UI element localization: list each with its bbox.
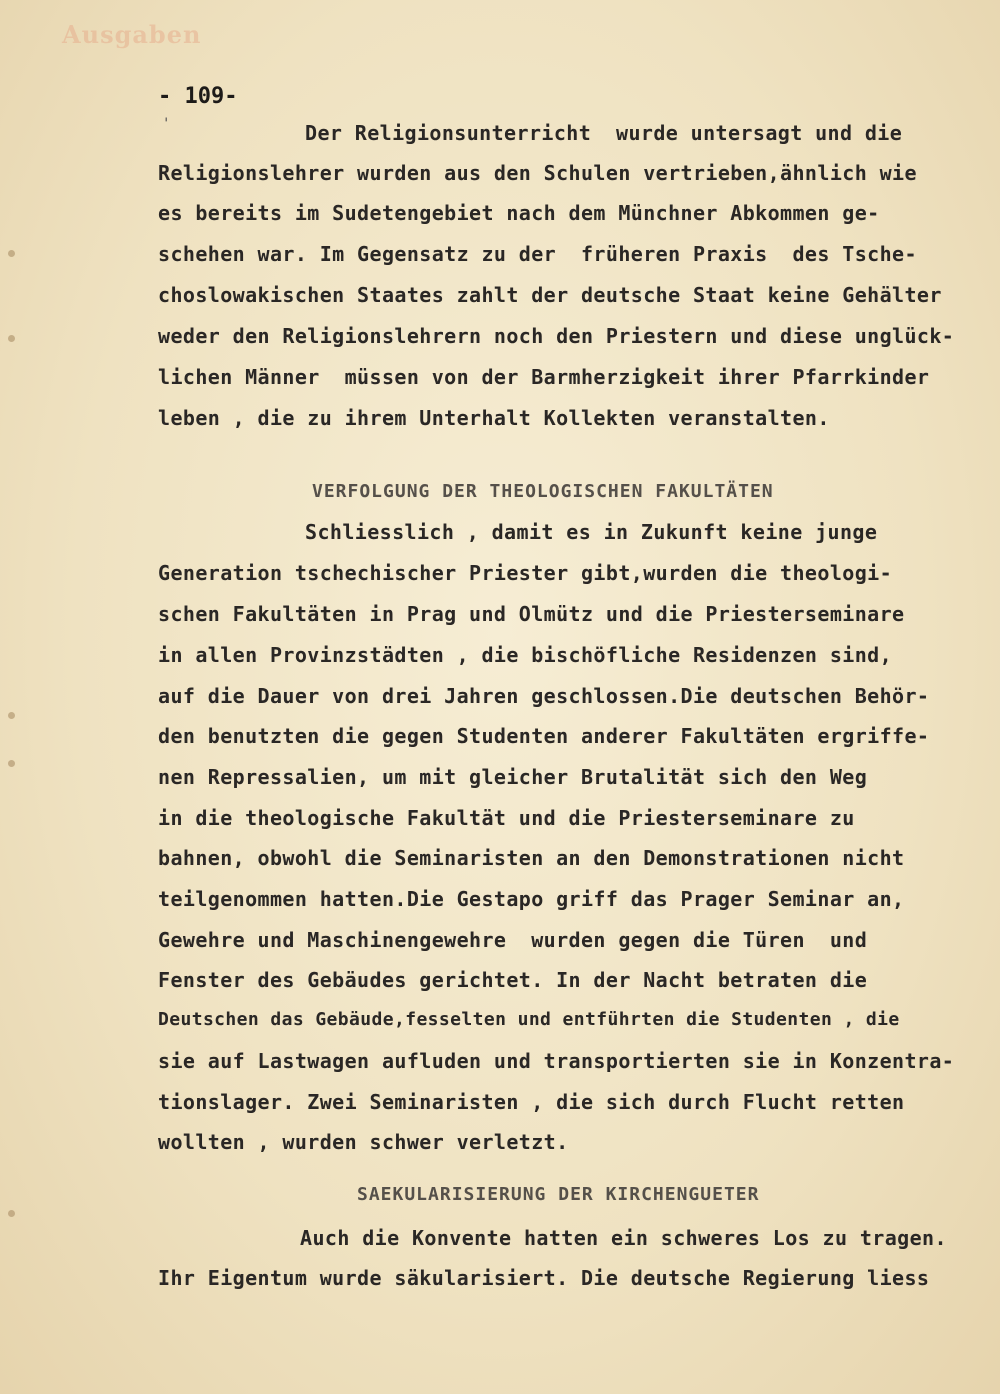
faded-stamp: Ausgaben bbox=[62, 20, 202, 49]
page-number: - 109- bbox=[158, 84, 238, 109]
text-line: nen Repressalien, um mit gleicher Brutalität sich den Weg bbox=[158, 765, 868, 789]
text-line: in allen Provinzstädten , die bischöfliche Residenzen sind, bbox=[158, 643, 893, 667]
section-heading: SAEKULARISIERUNG DER KIRCHENGUETER bbox=[357, 1184, 760, 1205]
text-line: Schliesslich , damit es in Zukunft keine junge bbox=[305, 520, 878, 544]
text-line: tionslager. Zwei Seminaristen , die sich durch Flucht retten bbox=[158, 1090, 905, 1114]
margin-mark: ' bbox=[162, 116, 171, 132]
text-line: teilgenommen hatten.Die Gestapo griff das Prager Seminar an, bbox=[158, 887, 905, 911]
text-line: leben , die zu ihrem Unterhalt Kollekten veranstalten. bbox=[158, 406, 830, 430]
text-line: bahnen, obwohl die Seminaristen an den Demonstrationen nicht bbox=[158, 846, 905, 870]
section-heading: VERFOLGUNG DER THEOLOGISCHEN FAKULTÄTEN bbox=[312, 481, 774, 502]
text-line: Religionslehrer wurden aus den Schulen vertrieben,ähnlich wie bbox=[158, 161, 917, 185]
text-line: sie auf Lastwagen aufluden und transportierten sie in Konzentra- bbox=[158, 1049, 955, 1073]
text-line: auf die Dauer von drei Jahren geschlossen.Die deutschen Behör- bbox=[158, 684, 930, 708]
text-line: in die theologische Fakultät und die Priesterseminare zu bbox=[158, 806, 855, 830]
text-line: lichen Männer müssen von der Barmherzigkeit ihrer Pfarrkinder bbox=[158, 365, 930, 389]
text-line: Der Religionsunterricht wurde untersagt und die bbox=[305, 121, 903, 145]
text-line: choslowakischen Staates zahlt der deutsche Staat keine Gehälter bbox=[158, 283, 942, 307]
text-line: Fenster des Gebäudes gerichtet. In der Nacht betraten die bbox=[158, 968, 868, 992]
text-line: Deutschen das Gebäude,fesselten und entführten die Studenten , die bbox=[158, 1009, 900, 1030]
text-line: wollten , wurden schwer verletzt. bbox=[158, 1130, 569, 1154]
text-line: Generation tschechischer Priester gibt,wurden die theologi- bbox=[158, 561, 893, 585]
text-line: schen Fakultäten in Prag und Olmütz und die Priesterseminare bbox=[158, 602, 905, 626]
text-line: schehen war. Im Gegensatz zu der früheren Praxis des Tsche- bbox=[158, 242, 917, 266]
text-line: weder den Religionslehrern noch den Priestern und diese unglück- bbox=[158, 324, 955, 348]
text-line: Auch die Konvente hatten ein schweres Los zu tragen. bbox=[300, 1226, 947, 1250]
text-line: es bereits im Sudetengebiet nach dem Münchner Abkommen ge- bbox=[158, 201, 880, 225]
text-line: den benutzten die gegen Studenten anderer Fakultäten ergriffe- bbox=[158, 724, 930, 748]
text-line: Ihr Eigentum wurde säkularisiert. Die deutsche Regierung liess bbox=[158, 1266, 930, 1290]
text-line: Gewehre und Maschinengewehre wurden gegen die Türen und bbox=[158, 928, 868, 952]
